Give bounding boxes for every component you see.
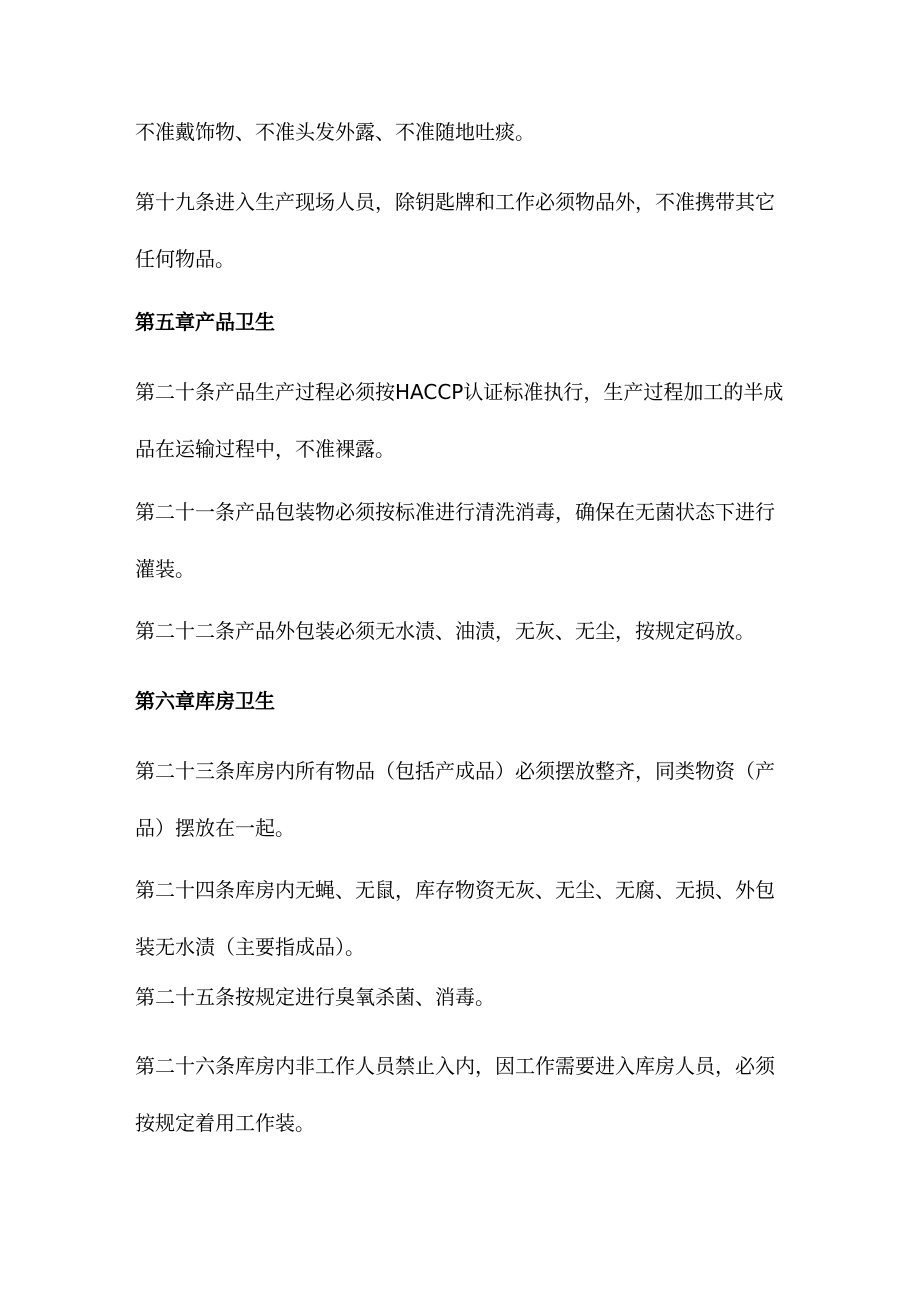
paragraph-article-26: 第二十六条库房内非工作人员禁止入内，因工作需要进入库房人员，必须按规定着用工作装。	[135, 1054, 775, 1135]
chapter-6-heading: 第六章库房卫生	[135, 689, 275, 713]
paragraph-article-19: 第十九条进入生产现场人员，除钥匙牌和工作必须物品外，不准携带其它任何物品。	[135, 190, 775, 271]
paragraph-article-22: 第二十二条产品外包装必须无水渍、油渍，无灰、无尘，按规定码放。	[135, 619, 755, 643]
paragraph-jewelry-rule: 不准戴饰物、不准头发外露、不准随地吐痰。	[135, 120, 535, 144]
paragraph-article-25: 第二十五条按规定进行臭氧杀菌、消毒。	[135, 985, 495, 1009]
paragraph-article-21: 第二十一条产品包装物必须按标准进行清洗消毒，确保在无菌状态下进行灌装。	[135, 500, 775, 581]
paragraph-article-24: 第二十四条库房内无蝇、无鼠，库存物资无灰、无尘、无腐、无损、外包装无水渍（主要指成品）。	[135, 878, 775, 959]
paragraph-article-23: 第二十三条库房内所有物品（包括产成品）必须摆放整齐，同类物资（产品）摆放在一起。	[135, 759, 775, 840]
paragraph-article-20: 第二十条产品生产过程必须按HACCP认证标准执行，生产过程加工的半成品在运输过程中，不准裸露。	[135, 380, 784, 461]
chapter-5-heading: 第五章产品卫生	[135, 310, 275, 334]
